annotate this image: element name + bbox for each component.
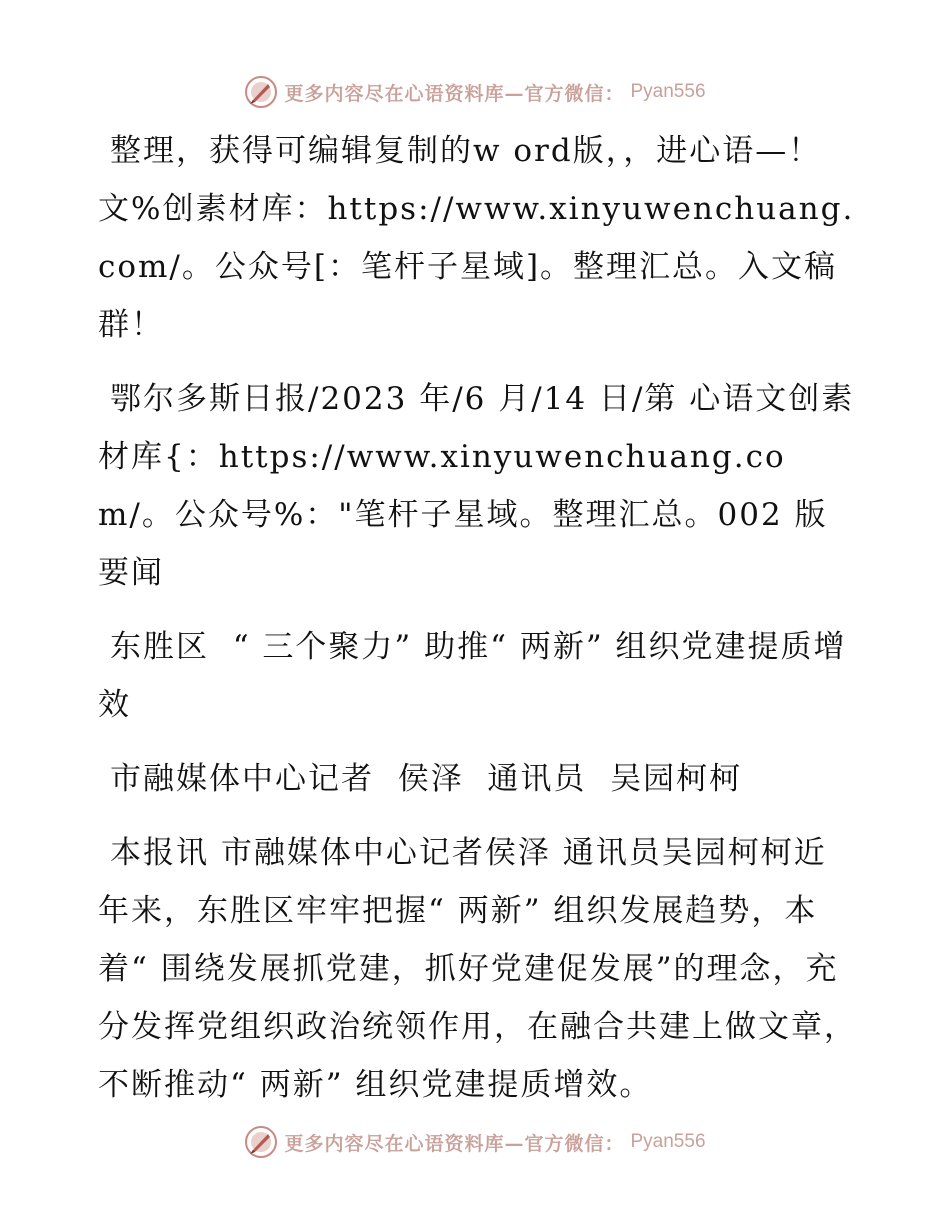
quill-logo-icon	[244, 1125, 278, 1159]
watermark-handle: Pyan556	[630, 1131, 706, 1152]
footer-watermark	[0, 1122, 950, 1162]
article-paragraph: 本报讯 市融媒体中心记者侯泽 通讯员吴园柯柯近年来，东胜区牢牢把握“ 两新” 组织发展趋势，本着“ 围绕发展抓党建，抓好党建促发展”的理念，充分发挥党组织政治统领作用，在融合共建上做文章，不断推动“ 两新” 组织党建提质增效。	[98, 835, 857, 1103]
document-body	[98, 122, 858, 1130]
watermark-text: 更多内容尽在心语资料库—官方微信：	[284, 1132, 625, 1155]
header-watermark	[0, 72, 950, 112]
intro-paragraph: 整理，获得可编辑复制的w ord版，，进心语—！文%创素材库：https://www.xinyuwenchuang.com/。公众号[：笔杆子星域]。整理汇总。入文稿群！	[98, 133, 855, 343]
byline: 市融媒体中心记者 侯泽 通讯员 吴园柯柯	[110, 761, 743, 797]
watermark-handle: Pyan556	[630, 81, 706, 102]
source-line: 鄂尔多斯日报/2023 年/6 月/14 日/第 心语文创素材库{：https://www.xinyuwenchuang.com/。公众号%："笔杆子星域。整理汇总。002 版要闻	[98, 381, 855, 591]
article-title: 东胜区 “ 三个聚力” 助推“ 两新” 组织党建提质增效	[98, 629, 847, 723]
quill-logo-icon	[244, 75, 278, 109]
watermark-text: 更多内容尽在心语资料库—官方微信：	[284, 82, 625, 105]
